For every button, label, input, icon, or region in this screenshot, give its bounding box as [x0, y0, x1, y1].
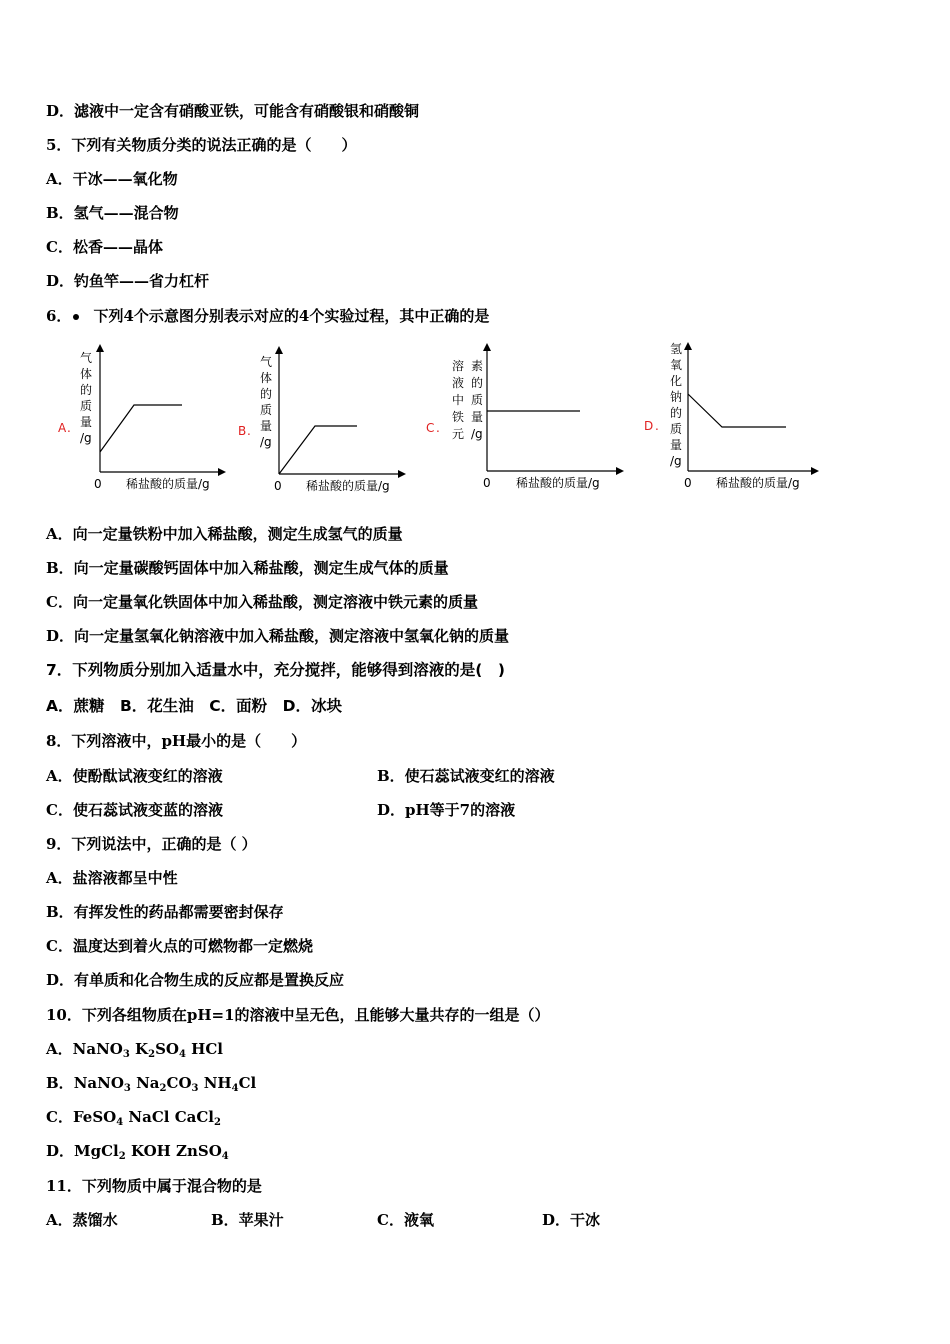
chart-b-origin: 0	[274, 479, 282, 493]
chart-a-ylabel-5: 量	[80, 415, 93, 429]
q4-option-d: D．滤液中一定含有硝酸亚铁，可能含有硝酸银和硝酸铜	[46, 102, 420, 120]
q5-option-b: B．氢气——混合物	[46, 204, 179, 222]
q11-option-a: A．蒸馏水	[46, 1211, 118, 1229]
chart-a-ylabel-2: 体	[80, 367, 93, 381]
chart-c-ylabel-5: 元	[452, 427, 465, 441]
chart-a-origin: 0	[94, 477, 102, 491]
q11-stem: 11．下列物质中属于混合物的是	[46, 1177, 262, 1195]
q8-option-b: B．使石蕊试液变红的溶液	[377, 767, 555, 785]
q11-option-b: B．苹果汁	[211, 1211, 284, 1229]
chart-d-letter-dot: .	[655, 419, 659, 433]
chart-a-ylabel-1: 气	[80, 351, 93, 365]
q10-b-f3: CO	[166, 1074, 192, 1092]
chart-c	[424, 340, 634, 500]
chart-b-ylabel-6: /g	[260, 435, 272, 449]
q10-a-f2: K	[129, 1040, 149, 1058]
q10-b-s4: 4	[231, 1083, 239, 1094]
chart-c-ylabel-9: 量	[471, 410, 484, 424]
q10-c-f1: FeSO	[72, 1108, 117, 1126]
chart-c-ylabel-6: 素	[471, 359, 484, 373]
q5-stem: 5．下列有关物质分类的说法正确的是（ ）	[46, 136, 357, 154]
q10-a-s3: 4	[178, 1049, 186, 1060]
chart-b-ylabel-2: 体	[260, 371, 273, 385]
q10-a-s2: 2	[148, 1049, 156, 1060]
chart-a-letter-dot: .	[67, 421, 71, 435]
chart-b-letter: B	[238, 424, 247, 438]
q6-stem	[46, 306, 489, 326]
chart-d-xlabel: 稀盐酸的质量/g	[716, 476, 800, 490]
q10-b-s3: 3	[191, 1083, 199, 1094]
chart-d-ylabel	[670, 342, 682, 468]
q11-option-d: D．干冰	[542, 1211, 601, 1229]
q10-a-label: A．	[46, 1040, 73, 1058]
chart-c-ylabel-7: 的	[471, 376, 484, 390]
chart-c-ylabel-8: 质	[471, 393, 484, 407]
chart-b-xlabel: 稀盐酸的质量/g	[306, 479, 390, 493]
q6-option-d: D．向一定量氢氧化钠溶液中加入稀盐酸，测定溶液中氢氧化钠的质量	[46, 627, 510, 645]
chart-d-ylabel-2: 氧	[670, 358, 683, 372]
q10-a-f4: HCl	[185, 1040, 223, 1058]
q7-stem: 7．下列物质分别加入适量水中，充分搅拌，能够得到溶液的是( )	[46, 661, 505, 679]
chart-d-ylabel-6: 质	[670, 422, 683, 436]
q10-stem: 10．下列各组物质在pH=1的溶液中呈无色，且能够大量共存的一组是（）	[46, 1006, 550, 1024]
chart-a-ylabel-3: 的	[80, 383, 93, 397]
q10-b-f4: NH	[198, 1074, 232, 1092]
q10-option-c	[46, 1107, 221, 1133]
chart-a-ylabel-4: 质	[80, 399, 93, 413]
chart-c-ylabel	[452, 358, 483, 441]
chart-b-ylabel-3: 的	[260, 387, 273, 401]
chart-d-ylabel-5: 的	[670, 406, 683, 420]
q9-option-b: B．有挥发性的药品都需要密封保存	[46, 903, 284, 921]
chart-b-letter-dot: .	[247, 424, 251, 438]
chart-b-ylabel-5: 量	[260, 419, 273, 433]
q10-d-label: D．	[46, 1142, 75, 1160]
q5-option-d: D．钓鱼竿——省力杠杆	[46, 272, 210, 290]
chart-d-ylabel-1: 氢	[670, 342, 683, 356]
q10-option-a	[46, 1039, 223, 1065]
chart-d-origin: 0	[684, 476, 692, 490]
q9-option-a: A．盐溶液都呈中性	[46, 869, 178, 887]
chart-c-letter: C	[426, 421, 435, 435]
chart-c-y-arrow-icon	[483, 343, 491, 351]
q8-stem: 8．下列溶液中，pH最小的是（ ）	[46, 732, 307, 750]
q10-c-s1: 4	[116, 1117, 124, 1128]
q10-b-f5: Cl	[238, 1074, 257, 1092]
q10-option-d	[46, 1141, 229, 1167]
chart-c-x-arrow-icon	[616, 467, 624, 475]
chart-c-letter-dot: .	[436, 421, 440, 435]
q10-a-f3: SO	[155, 1040, 179, 1058]
chart-c-origin: 0	[483, 476, 491, 490]
q9-option-d: D．有单质和化合物生成的反应都是置换反应	[46, 971, 345, 989]
chart-d-y-arrow-icon	[684, 342, 692, 350]
chart-c-ylabel-2: 液	[452, 376, 465, 390]
chart-c-ylabel-1: 溶	[452, 359, 465, 373]
q10-d-s1: 2	[118, 1151, 126, 1162]
q10-d-f1: MgCl	[74, 1142, 119, 1160]
q8-option-d: D．pH等于7的溶液	[377, 801, 516, 819]
chart-a-ylabel-6: /g	[80, 431, 92, 445]
q10-b-s2: 2	[159, 1083, 167, 1094]
chart-b-curve	[279, 426, 357, 474]
chart-a-y-arrow-icon	[96, 344, 104, 352]
q6-option-a: A．向一定量铁粉中加入稀盐酸，测定生成氢气的质量	[46, 525, 403, 543]
q10-c-f2: NaCl CaCl	[123, 1108, 215, 1126]
q9-option-c: C．温度达到着火点的可燃物都一定燃烧	[46, 937, 313, 955]
q10-d-f2: KOH ZnSO	[125, 1142, 222, 1160]
q10-option-b	[46, 1073, 256, 1099]
q8-option-a: A．使酚酞试液变红的溶液	[46, 767, 223, 785]
chart-b-ylabel-1: 气	[260, 355, 273, 369]
chart-d-curve	[688, 394, 786, 427]
chart-d	[640, 336, 830, 500]
q11-option-c: C．液氧	[377, 1211, 434, 1229]
q10-b-label: B．	[46, 1074, 74, 1092]
q7-options: A．蔗糖 B．花生油 C．面粉 D．冰块	[46, 697, 343, 715]
chart-a-x-arrow-icon	[218, 468, 226, 476]
chart-d-letter: D	[644, 419, 654, 433]
chart-c-ylabel-10: /g	[471, 427, 483, 441]
chart-b-ylabel-4: 质	[260, 403, 273, 417]
q10-a-f1: NaNO	[72, 1040, 123, 1058]
q6-number: 6．	[46, 307, 72, 325]
chart-a-curve	[100, 405, 182, 452]
chart-b-ylabel	[260, 354, 272, 449]
chart-c-xlabel: 稀盐酸的质量/g	[516, 476, 600, 490]
chart-a-letter: A	[58, 421, 67, 435]
chart-b	[236, 340, 426, 500]
q10-c-label: C．	[46, 1108, 73, 1126]
q9-stem: 9．下列说法中，正确的是（ ）	[46, 835, 257, 853]
chart-d-ylabel-3: 化	[670, 374, 683, 388]
q6-option-b: B．向一定量碳酸钙固体中加入稀盐酸，测定生成气体的质量	[46, 559, 449, 577]
q10-b-f1: NaNO	[73, 1074, 124, 1092]
q10-b-s1: 3	[123, 1083, 131, 1094]
q10-b-f2: Na	[130, 1074, 160, 1092]
q8-option-c: C．使石蕊试液变蓝的溶液	[46, 801, 223, 819]
chart-d-ylabel-7: 量	[670, 438, 683, 452]
chart-c-ylabel-3: 中	[452, 393, 465, 407]
q6-text: 下列4个示意图分别表示对应的4个实验过程，其中正确的是	[93, 307, 490, 325]
q5-option-a: A．干冰——氧化物	[46, 170, 178, 188]
chart-d-x-arrow-icon	[811, 467, 819, 475]
q10-a-s1: 3	[122, 1049, 130, 1060]
q10-c-s2: 2	[214, 1117, 221, 1128]
chart-d-ylabel-8: /g	[670, 454, 682, 468]
chart-c-ylabel-4: 铁	[452, 410, 465, 424]
chart-a-xlabel: 稀盐酸的质量/g	[126, 477, 210, 491]
chart-b-y-arrow-icon	[275, 346, 283, 354]
chart-b-x-arrow-icon	[398, 470, 406, 478]
chart-a	[56, 340, 246, 500]
q6-option-c: C．向一定量氧化铁固体中加入稀盐酸，测定溶液中铁元素的质量	[46, 593, 478, 611]
q5-option-c: C．松香——晶体	[46, 238, 163, 256]
chart-a-ylabel	[80, 350, 92, 445]
bullet-icon	[73, 314, 79, 320]
chart-d-ylabel-4: 钠	[670, 390, 683, 404]
q10-d-s2: 4	[221, 1151, 229, 1162]
